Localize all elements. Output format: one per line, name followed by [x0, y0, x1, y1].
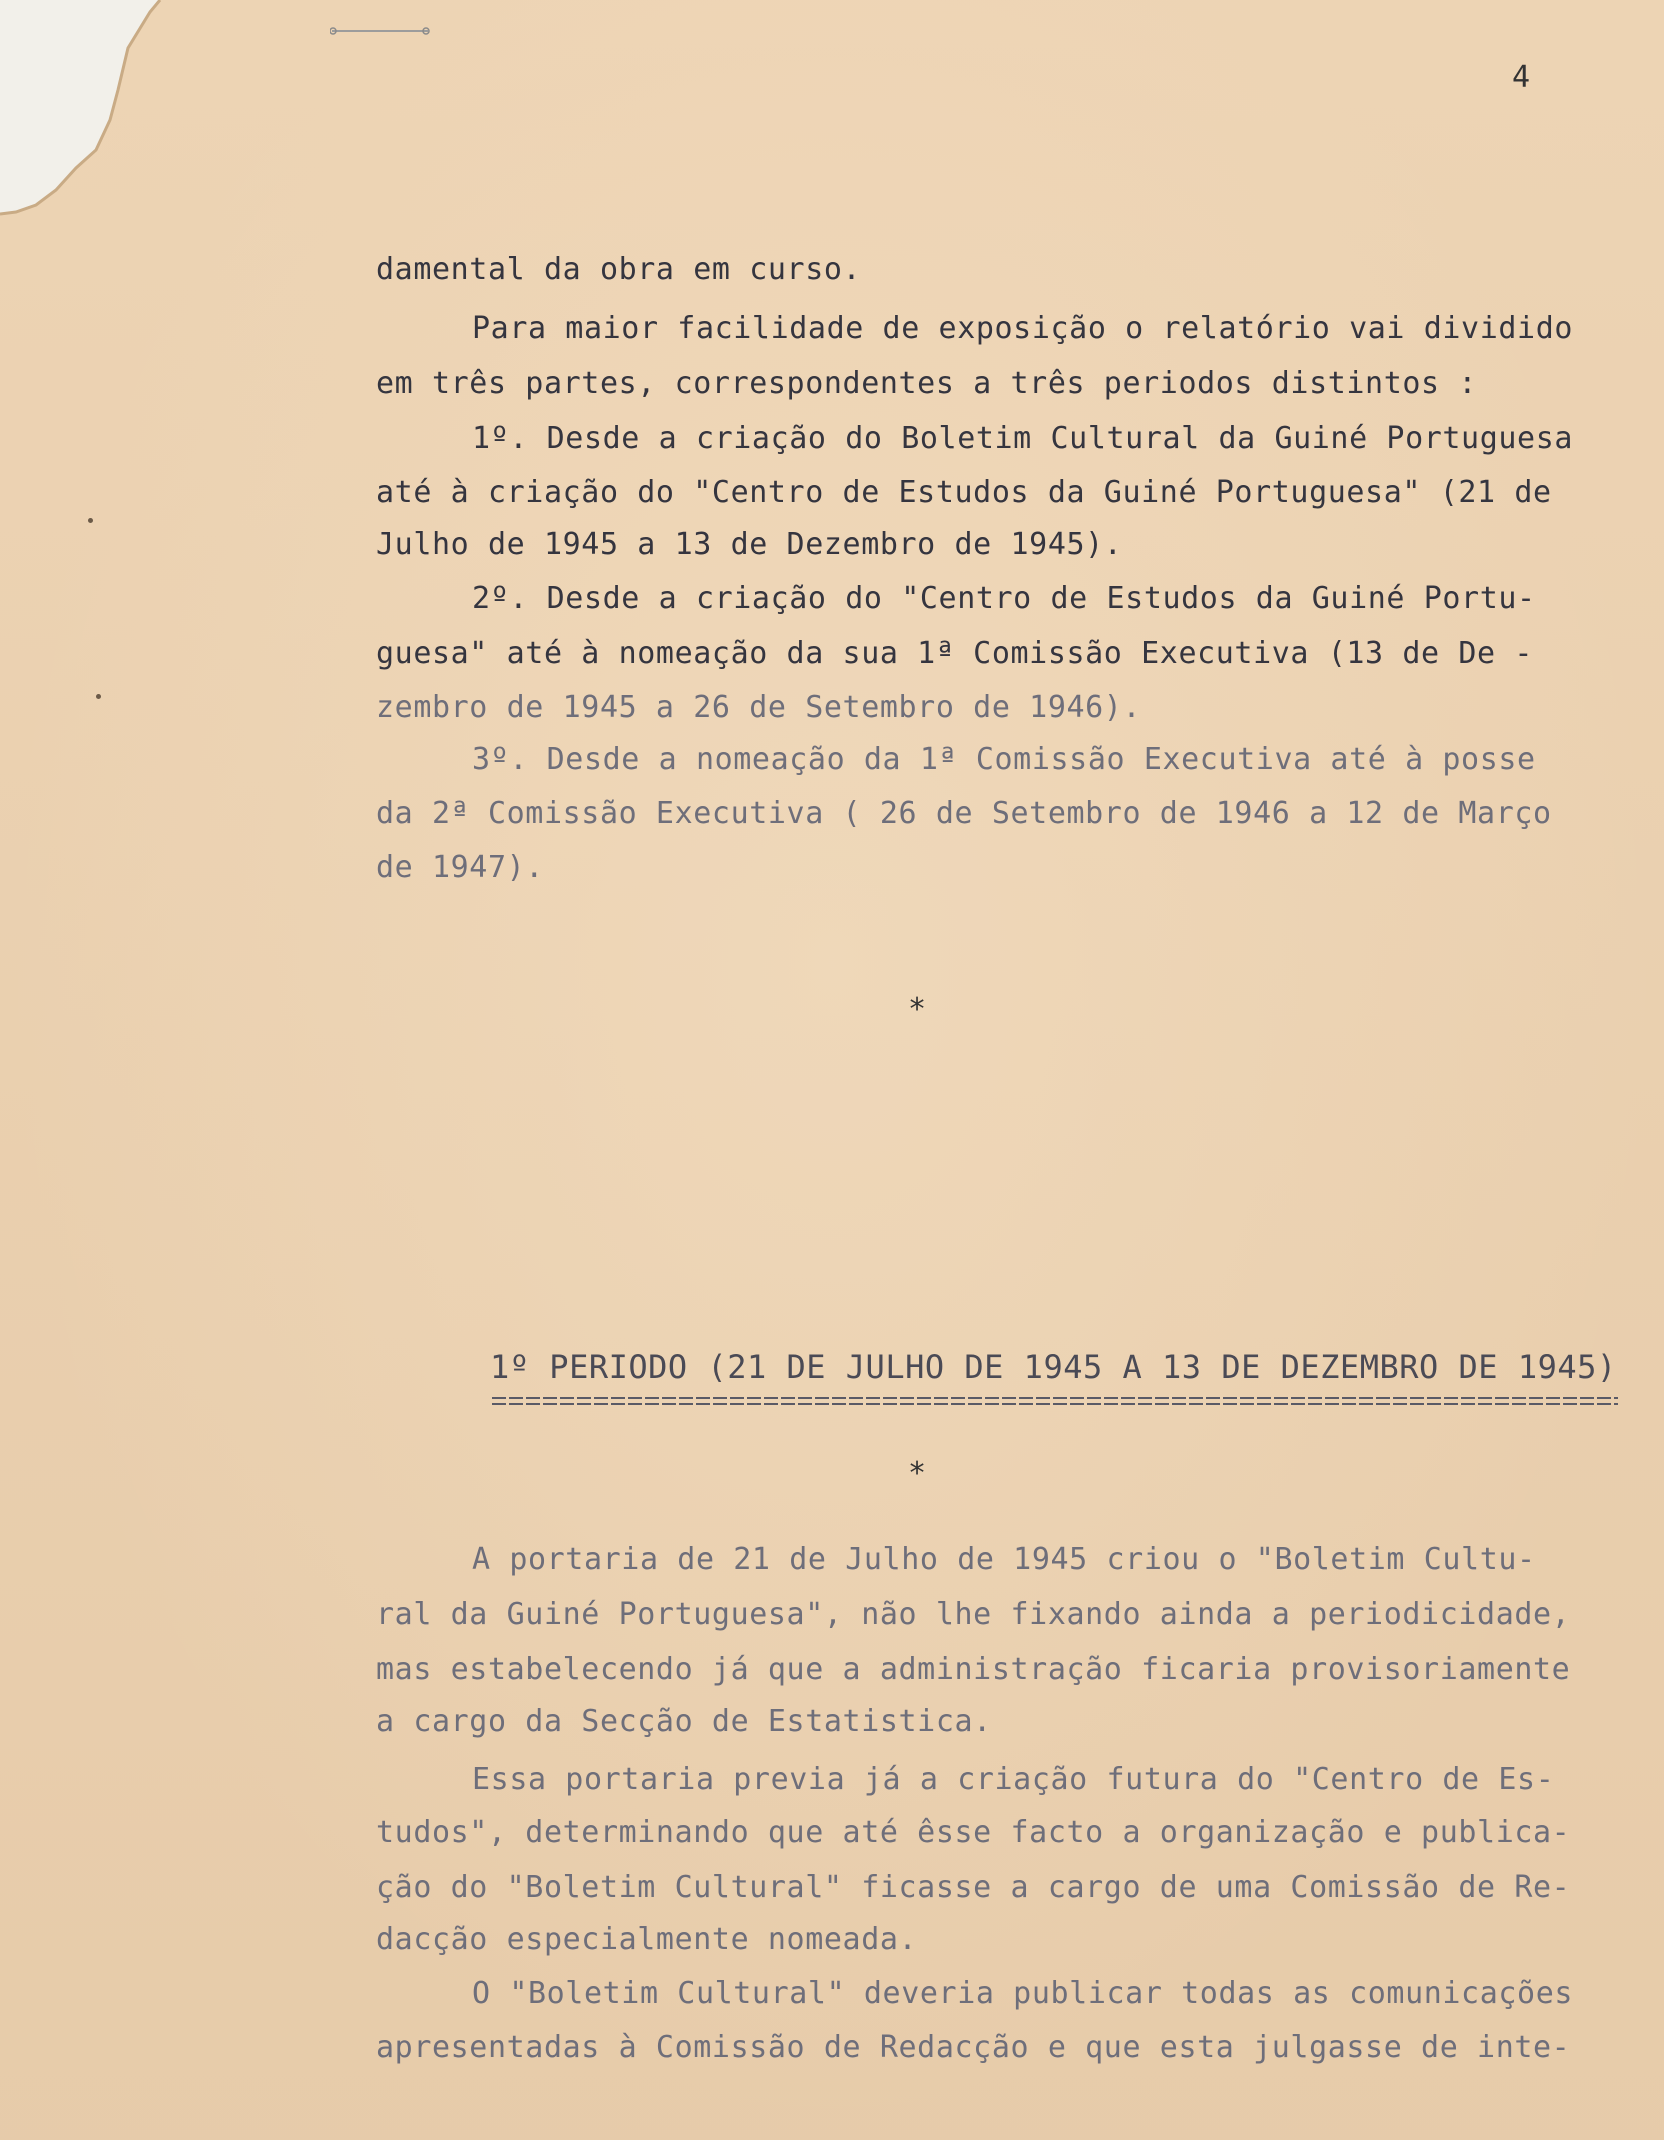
intro-line: Para maior facilidade de exposição o relatório vai dividido	[472, 311, 1574, 346]
intro-line: de 1947).	[376, 850, 544, 885]
staple-mark	[330, 26, 430, 36]
intro-line: 1º. Desde a criação do Boletim Cultural da Guiné Portuguesa	[472, 421, 1574, 456]
separator-star: *	[908, 1456, 927, 1491]
page-number: 4	[1512, 60, 1531, 95]
section-line: ção do "Boletim Cultural" ficasse a cargo de uma Comissão de Re-	[376, 1870, 1571, 1905]
section-line: apresentadas à Comissão de Redacção e que esta julgasse de inte-	[376, 2030, 1571, 2065]
section-line: dacção especialmente nomeada.	[376, 1922, 918, 1957]
heading-underline	[492, 1394, 1618, 1408]
intro-line: zembro de 1945 a 26 de Setembro de 1946).	[376, 690, 1142, 725]
period-heading: 1º PERIODO (21 DE JULHO DE 1945 A 13 DE DEZEMBRO DE 1945)	[490, 1348, 1617, 1386]
intro-line: 2º. Desde a criação do "Centro de Estudos da Guiné Portu-	[472, 581, 1536, 616]
intro-line: da 2ª Comissão Executiva ( 26 de Setembro de 1946 a 12 de Março	[376, 796, 1552, 831]
torn-corner	[0, 0, 190, 230]
section-line: a cargo da Secção de Estatistica.	[376, 1704, 992, 1739]
intro-line: 3º. Desde a nomeação da 1ª Comissão Executiva até à posse	[472, 742, 1536, 777]
intro-line: até à criação do "Centro de Estudos da Guiné Portuguesa" (21 de	[376, 475, 1552, 510]
intro-line: guesa" até à nomeação da sua 1ª Comissão Executiva (13 de De -	[376, 636, 1534, 671]
intro-line: em três partes, correspondentes a três periodos distintos :	[376, 366, 1478, 401]
separator-star: *	[908, 992, 927, 1027]
section-line: O "Boletim Cultural" deveria publicar todas as comunicações	[472, 1976, 1574, 2011]
intro-line: damental da obra em curso.	[376, 252, 862, 287]
section-line: tudos", determinando que até êsse facto a organização e publica-	[376, 1815, 1571, 1850]
intro-line: Julho de 1945 a 13 de Dezembro de 1945).	[376, 527, 1123, 562]
section-line: A portaria de 21 de Julho de 1945 criou o "Boletim Cultu-	[472, 1542, 1536, 1577]
section-line: ral da Guiné Portuguesa", não lhe fixando ainda a periodicidade,	[376, 1597, 1571, 1632]
margin-dot	[88, 518, 93, 523]
margin-dot	[96, 694, 101, 699]
section-line: Essa portaria previa já a criação futura do "Centro de Es-	[472, 1762, 1555, 1797]
section-line: mas estabelecendo já que a administração ficaria provisoriamente	[376, 1652, 1571, 1687]
